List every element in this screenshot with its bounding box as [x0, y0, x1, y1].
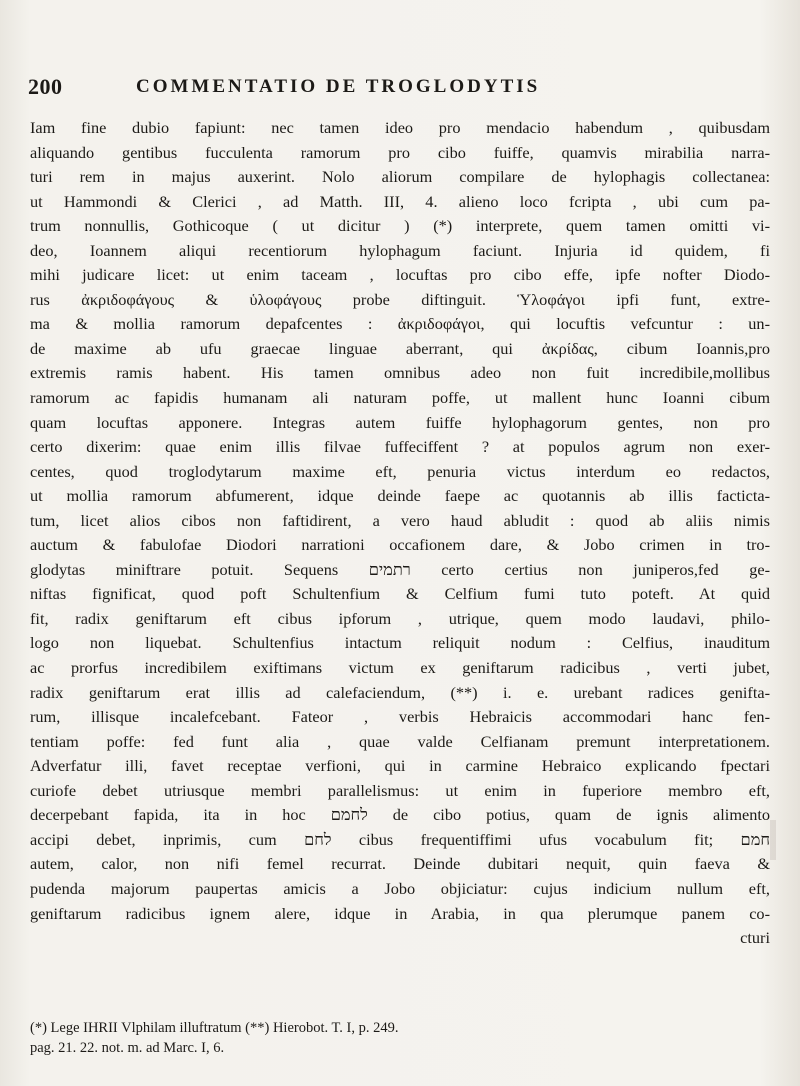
text-line: rus ἀκριδοφάγους & ὑλοφάγους probe diftinguit. Ὑλοφάγοι ipfi funt, extre-: [30, 289, 770, 309]
text-line: certo dixerim: quae enim illis filvae fuffeciffent ? at populos agrum non exer-: [30, 437, 770, 457]
page-number: 200: [28, 74, 63, 99]
text-line: radix geniftarum erat illis ad calefaciendum, (**) i. e. urebant radices genifta-: [30, 682, 770, 702]
text-line: extremis ramis habent. His tamen omnibus adeo non fuit incredibile,mollibus: [30, 363, 770, 383]
text-line: ut mollia ramorum abfumerent, idque deinde faepe ac quotannis ab illis facticta-: [30, 486, 770, 506]
text-line: autem, calor, non nifi femel recurrat. Deinde dubitari nequit, quin faeva &: [30, 854, 770, 874]
text-line: de maxime ab ufu graecae linguae aberrant, qui ἀκρίδας, cibum Ioannis,pro: [30, 338, 770, 358]
footnote-line: pag. 21. 22. not. m. ad Marc. I, 6.: [30, 1040, 225, 1056]
text-line: glodytas miniftrare potuit. Sequens רתמים certo certius non juniperos,fed ge-: [30, 559, 771, 579]
text-line: auctum & fabulofae Diodori narrationi occafionem dare, & Jobo crimen in tro-: [30, 535, 770, 555]
text-line: curiofe debet utriusque membri parallelismus: ut enim in fuperiore membro eft,: [30, 780, 770, 800]
text-line: ramorum ac fapidis humanam ali naturam poffe, ut mallent hunc Ioanni cibum: [30, 388, 770, 408]
body-text: [30, 116, 770, 951]
text-line: rum, illisque incalefcebant. Fateor , verbis Hebraicis accommodari hanc fen-: [30, 707, 770, 727]
text-line: quam locuftas apponere. Integras autem fuiffe hylophagorum gentes, non pro: [30, 412, 770, 432]
text-line: pudenda majorum paupertas amicis a Jobo objiciatur: cujus indicium nullum eft,: [30, 878, 770, 898]
text-line: fit, radix geniftarum eft cibus ipforum , utrique, quem modo laudavi, philo-: [30, 608, 770, 628]
text-line: aliquando gentibus fucculenta ramorum pro cibo fuiffe, quamvis mirabilia narra-: [30, 142, 770, 162]
scan-shadow: [770, 820, 776, 860]
running-head: COMMENTATIO DE TROGLODYTIS: [136, 76, 541, 97]
text-line: Adverfatur illi, favet receptae verfioni, qui in carmine Hebraico explicando fpectari: [30, 756, 770, 776]
text-line: geniftarum radicibus ignem alere, idque in Arabia, in qua plerumque panem co-: [30, 903, 770, 923]
text-line: centes, quod troglodytarum maxime eft, penuria victus interdum eo redactos,: [30, 461, 770, 481]
text-line: tum, licet alios cibos non faftidirent, a vero haud abludit : quod ab aliis nimis: [30, 510, 770, 530]
text-line: cturi: [740, 928, 770, 948]
text-line: deo, Ioannem aliqui recentiorum hylophagum faciunt. Injuria id quidem, fi: [30, 240, 770, 260]
text-line: tentiam poffe: fed funt alia , quae valde Celfianam premunt interpretationem.: [30, 731, 770, 751]
text-line: Iam fine dubio fapiunt: nec tamen ideo pro mendacio habendum , quibusdam: [30, 118, 770, 137]
text-line: niftas fignificat, quod poft Schultenfium & Celfium fumi tuto poteft. At quid: [30, 584, 770, 604]
text-line: logo non liquebat. Schultenfius intactum reliquit nodum : Celfius, inauditum: [30, 633, 770, 653]
text-line: mihi judicare licet: ut enim taceam , locuftas pro cibo effe, ipfe nofter Diodo-: [30, 265, 770, 285]
page-header: [26, 74, 776, 104]
footnotes: [30, 1018, 770, 1058]
text-line: accipi debet, inprimis, cum לחם cibus frequentiffimi ufus vocabulum fit; חמם: [30, 829, 770, 849]
text-line: decerpebant fapida, ita in hoc לחמם de cibo potius, quam de ignis alimento: [30, 805, 771, 825]
text-line: ut Hammondi & Clerici , ad Matth. III, 4. alieno loco fcripta , ubi cum pa-: [30, 191, 770, 211]
text-line: ma & mollia ramorum depafcentes : ἀκριδοφάγοι, qui locuftis vefcuntur : un-: [30, 314, 770, 334]
footnote-line: (*) Lege IHRII Vlphilam illuftratum (**) Hierobot. T. I, p. 249.: [30, 1020, 399, 1036]
text-line: trum nonnullis, Gothicoque ( ut dicitur ) (*) interprete, quem tamen omitti vi-: [30, 216, 770, 236]
text-line: turi rem in majus auxerint. Nolo aliorum compilare de hylophagis collectanea:: [30, 167, 770, 187]
text-line: ac prorfus incredibilem exiftimans victum ex geniftarum radicibus , verti jubet,: [30, 658, 770, 678]
